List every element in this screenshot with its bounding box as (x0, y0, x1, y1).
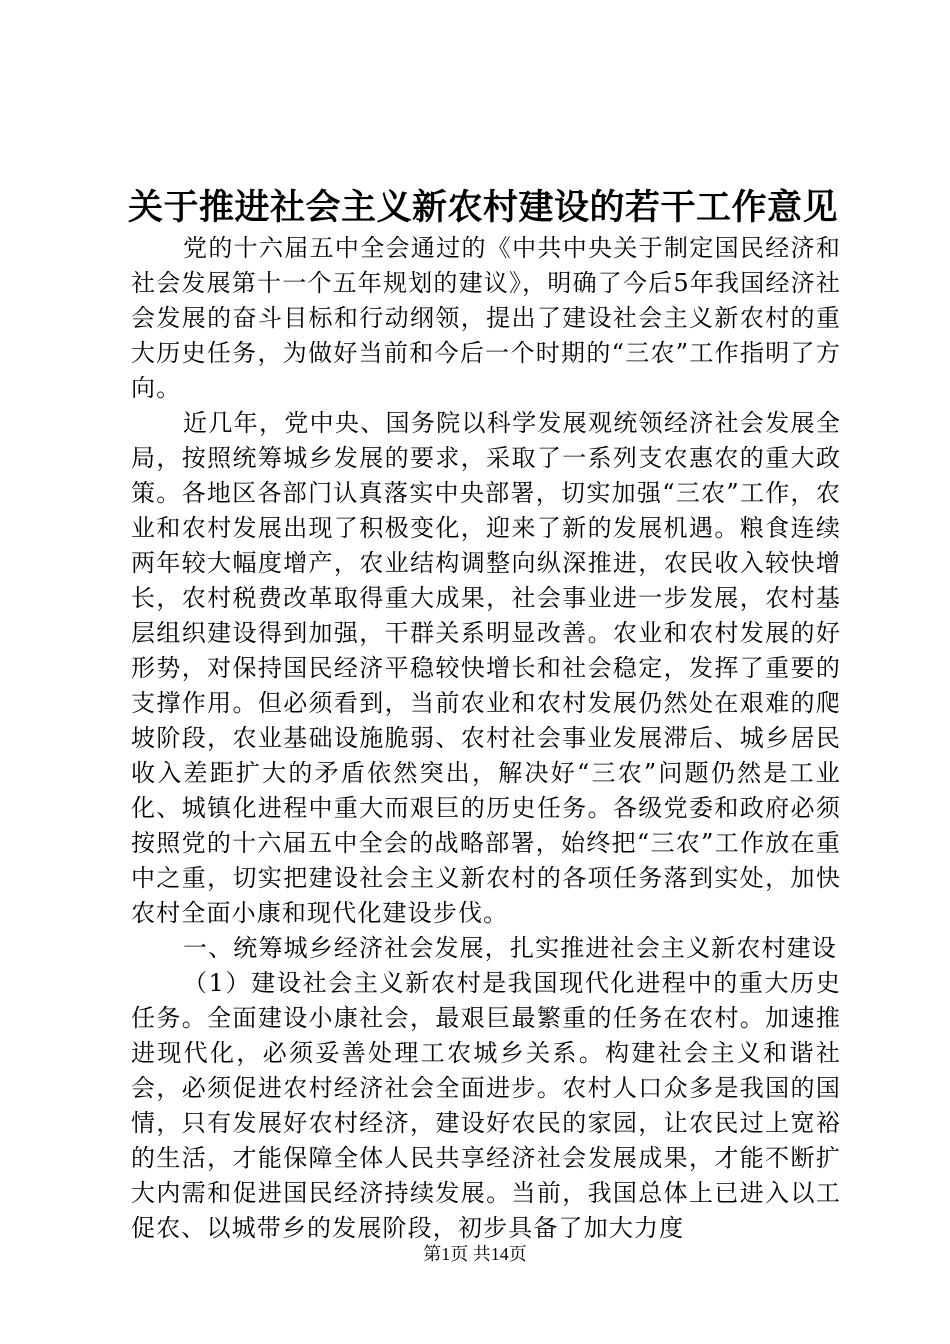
section-heading-1: 一、统筹城乡经济社会发展，扎实推进社会主义新农村建设 (183, 934, 837, 962)
paragraph-intro: 党的十六届五中全会通过的《中共中央关于制定国民经济和社会发展第十一个五年规划的建议》，明确了今后5年我国经济社会发展的奋斗目标和行动纲领，提出了建设社会主义新农村的重大历史任务，为做好当前和今后一个时期的“三农”工作指明了方向。 (131, 234, 841, 402)
paragraph-item-1: （1）建设社会主义新农村是我国现代化进程中的重大历史任务。全面建设小康社会，最艰巨最繁重的任务在农村。加速推进现代化，必须妥善处理工农城乡关系。构建社会主义和谐社会，必须促进农村经济社会全面进步。农村人口众多是我国的国情，只有发展好农村经济，建设好农民的家园，让农民过上宽裕的生活，才能保障全体人民共享经济社会发展成果，才能不断扩大内需和促进国民经济持续发展。当前，我国总体上已进入以工促农、以城带乡的发展阶段，初步具备了加大力度 (131, 969, 841, 1242)
page-number-footer: 第1页 共14页 (423, 1244, 527, 1264)
paragraph-background: 近几年，党中央、国务院以科学发展观统领经济社会发展全局，按照统筹城乡发展的要求，采取了一系列支农惠农的重大政策。各地区各部门认真落实中央部署，切实加强“三农”工作，农业和农村发展出现了积极变化，迎来了新的发展机遇。粮食连续两年较大幅度增产，农业结构调整向纵深推进，农民收入较快增长，农村税费改革取得重大成果，社会事业进一步发展，农村基层组织建设得到加强，干群关系明显改善。农业和农村发展的好形势，对保持国民经济平稳较快增长和社会稳定，发挥了重要的支撑作用。但必须看到，当前农业和农村发展仍然处在艰难的爬坡阶段，农业基础设施脆弱、农村社会事业发展滞后、城乡居民收入差距扩大的矛盾依然突出，解决好“三农”问题仍然是工业化、城镇化进程中重大而艰巨的历史任务。各级党委和政府必须按照党的十六届五中全会的战略部署，始终把“三农”工作放在重中之重，切实把建设社会主义新农村的各项任务落到实处，加快农村全面小康和现代化建设步伐。 (131, 409, 841, 927)
document-body (131, 231, 841, 1246)
document-title: 关于推进社会主义新农村建设的若干工作意见 (128, 187, 839, 228)
